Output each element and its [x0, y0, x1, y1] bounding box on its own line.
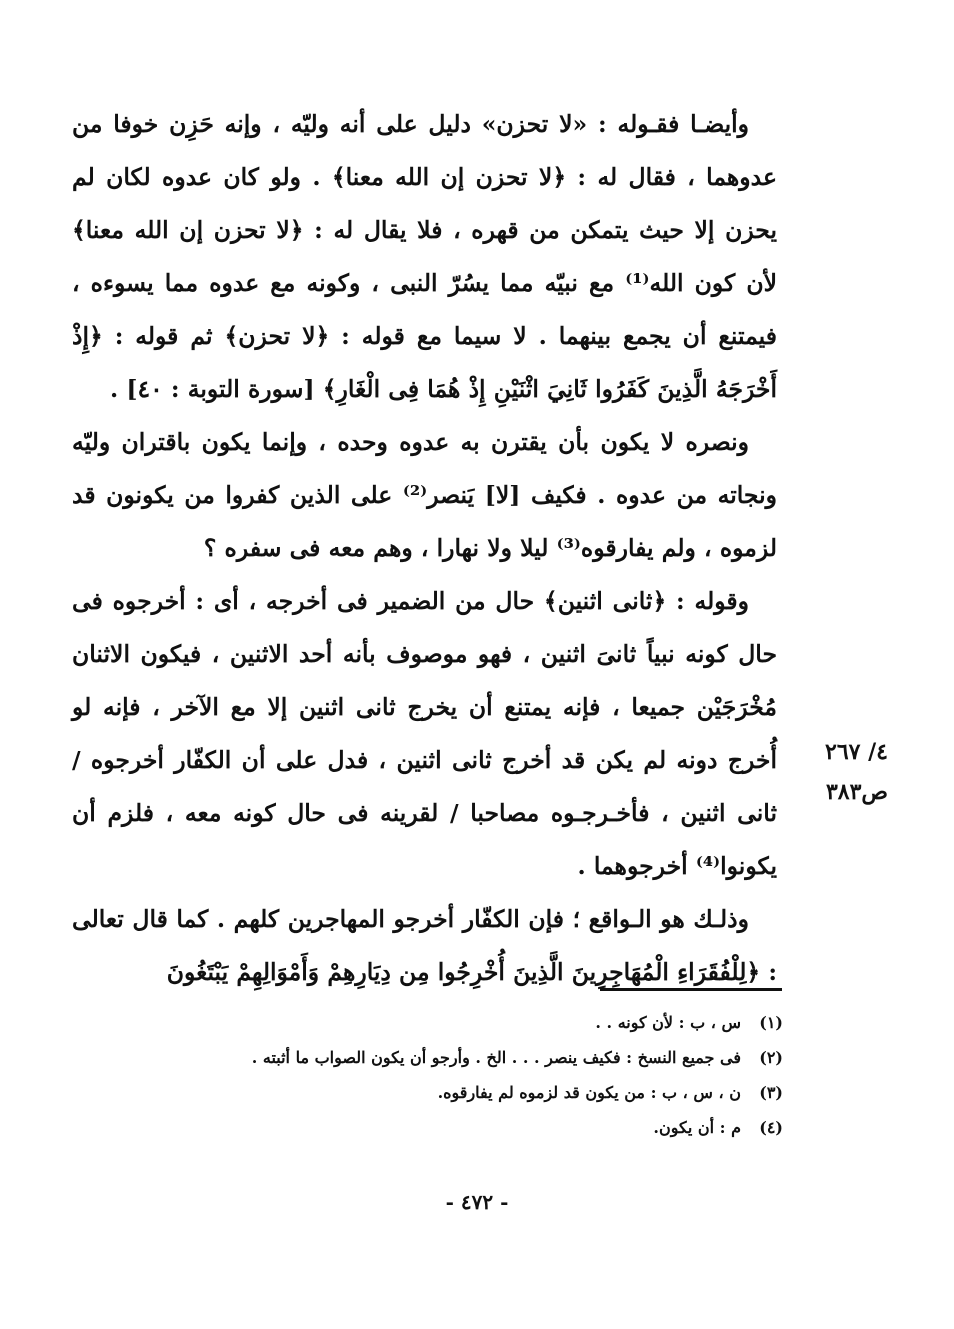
page-number: - ٤٧٢ - — [445, 1190, 509, 1214]
footnote-number: (٤) — [759, 1118, 783, 1137]
footnote — [90, 1040, 783, 1075]
footnote — [90, 1110, 783, 1145]
footnotes — [90, 1005, 783, 1145]
footnote-text: ن ، س ، ب : من يكون قد لزموه لم يفارقوه. — [437, 1083, 741, 1102]
footnote-text: م : أن يكون. — [653, 1118, 741, 1137]
paragraph: وأيضـا فقـوله : «لا تحزن» دليل على أنه وليّه ، وإنه حَزِن خوفا من عدوهما ، فقال له : ﴿لا تحزن إن الله معنا﴾ . ولو كان عدوه لكان لم يحزن إلا حيث يتمكن من قهره ، فلا يقال له : ﴿لا تحزن إن الله معنا﴾ لأن كون الله⁽¹⁾ مع نبيّه مما يسُرّ النبى ، وكونه مع عدوه مما يسوءه ، فيمتنع أن يجمع بينهما . لا سيما مع قوله : ﴿لا تحزن﴾ ثم قوله : ﴿إِذْ أَخْرَجَهُ الَّذِينَ كَفَرُوا ثَانِيَ اثْنَيْنِ إِذْ هُمَا فِى الْغَارِ﴾ [سورة التوبة : ٤٠] . — [72, 110, 777, 403]
main-text-body — [72, 98, 777, 999]
paragraph: ونصره لا يكون بأن يقترن به عدوه وحده ، وإنما يكون باقتران وليّه ونجاته من عدوه . فكيف [لا] يَنصر⁽²⁾ على الذين كفروا من يكونون قد لزموه ، ولم يفارقوه⁽³⁾ ليلا ولا نهارا ، وهم معه فى سفره ؟ — [72, 428, 777, 562]
paragraph: وذلـك هو الـواقع ؛ فإن الكفّار أخرجو المهاجرين كلهم . كما قال تعالى : ﴿لِلْفُقَرَاءِ الْمُهَاجِرِينَ الَّذِينَ أُخْرِجُوا مِن دِيَارِهِمْ وَأَمْوَالِهِمْ يَبْتَغُونَ — [72, 905, 777, 986]
margin-reference-volume: ٤/ ٢٦٧ — [825, 739, 888, 765]
footnote-number: (١) — [759, 1013, 783, 1032]
footnote-text: س ، ب : لأن كونه . . — [595, 1013, 741, 1032]
paragraph: وقوله : ﴿ثانى اثنين﴾ حال من الضمير فى أخرجه ، أى : أخرجوه فى حال كونه نبياً ثانىَ اثنين ، فهو موصوف بأنه أحد الاثنين ، فيكون الاثنان مُخْرَجَيْن جميعا ، فإنه يمتنع أن يخرج ثانى اثنين إلا مع الآخر ، فإنه لو أُخرج دونه لم يكن قد أخرج ثانى اثنين ، فدل على أن الكفّار أخرجوه / ثانى اثنين ، فأخـرجـوه مصاحبا / لقرينه فى حال كونه معه ، فلزم أن يكونوا⁽⁴⁾ أخرجوهما . — [72, 587, 777, 880]
margin-reference — [808, 732, 888, 812]
footnote-number: (٣) — [759, 1083, 783, 1102]
footnote — [90, 1005, 783, 1040]
footnote — [90, 1075, 783, 1110]
footnote-text: فى جميع النسخ : فكيف ينصر . . . الخ . وأرجو أن يكون الصواب ما أثبته . — [251, 1048, 741, 1067]
footnote-number: (٢) — [759, 1048, 783, 1067]
margin-reference-page: ص٣٨٣ — [825, 779, 888, 805]
footnote-separator — [600, 988, 782, 991]
